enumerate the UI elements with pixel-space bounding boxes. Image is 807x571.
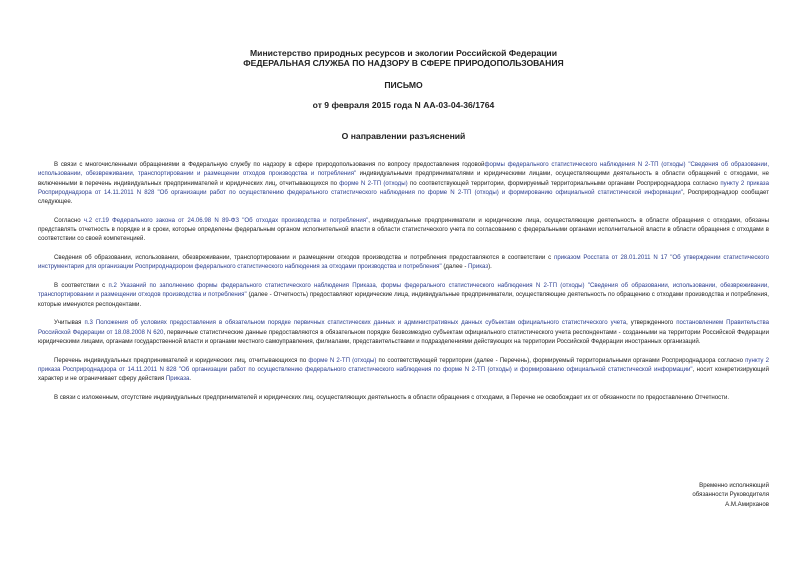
ministry-name: Министерство природных ресурсов и экологии Российской Федерации (250, 48, 557, 58)
paragraph-text: В соответствии с (54, 282, 109, 290)
document-link[interactable]: пункту 2 приказа Росприроднадзора от 14.11.2011 N 828 "Об организации работ по осуществлению федерального статистического наблюдения по форме N 2-ТП (отходы) и формированию официальной статистической информации" (38, 179, 769, 196)
paragraph-text: В связи с изложенным, отсутствие индивидуальных предпринимателей и юридических лиц, осуществляющих деятельность в области обращения с отходами, в Перечне не освобождает их от обязанности по предоставлению Отчетности. (54, 393, 730, 401)
service-name: ФЕДЕРАЛЬНАЯ СЛУЖБА ПО НАДЗОРУ В СФЕРЕ ПРИРОДОПОЛЬЗОВАНИЯ (243, 58, 564, 68)
document-link[interactable]: формы федерального статистического наблюдения N 2-ТП (отходы) "Сведения об образовании, использовании, обезвреживании, транспортировании и размещении отходов производства и потребления" (38, 161, 770, 178)
document-header (0, 48, 807, 68)
paragraph-text: В связи с многочисленными обращениями в Федеральную службу по надзору в сфере природопользования по вопросу предоставления годовой (54, 161, 485, 168)
letter-subject: О направлении разъяснений (341, 131, 466, 141)
paragraph-text: , индивидуальные предприниматели и юридические лица, осуществляющие деятельность в области обращения с отходами, обязаны представлять отчетность в порядке и в сроки, которые определены федеральным органом исполнительной власти в области статистического учета по согласованию с федеральными органами исполнительной власти в области обращения с отходами в соответствии со своей компетенцией. (38, 216, 769, 243)
document-link[interactable]: ч.2 ст.19 Федерального закона от 24.06.98 N 89-ФЗ "Об отходах производства и потребления" (83, 216, 369, 224)
paragraph-text: , носит конкретизирующий характер и не ограничивает сферу действия (38, 366, 769, 383)
document-link[interactable]: постановлением Правительства Российской Федерации от 18.08.2008 N 620 (38, 319, 769, 336)
document-link[interactable]: Приказа (165, 375, 190, 383)
paragraph-text: (далее - (441, 263, 469, 271)
paragraph-text: по соответствующей территории (далее - Перечень), формируемый территориальными органами Росприроднадзора согласно (376, 356, 746, 364)
document-link[interactable]: форме N 2-ТП (отходы) (308, 356, 377, 364)
paragraph-text: по соответствующей территории, формируемый территориальными органами Росприроднадзора согласно (407, 179, 721, 187)
letter-body (38, 160, 769, 412)
paragraph (38, 318, 769, 346)
paragraph (38, 253, 769, 272)
paragraph (38, 393, 769, 402)
document-link[interactable]: п.2 Указаний по заполнению формы федерального статистического наблюдения Приказа, формы федерального статистического наблюдения N 2-ТП (отходы) "Сведения об образовании, использовании, обезвреживании, транспортировании и размещении отходов производства и потребления" (38, 282, 769, 299)
paragraph-text: Учитывая (54, 319, 85, 327)
signature-position-line1: Временно исполняющий (699, 482, 769, 489)
paragraph (38, 160, 769, 206)
paragraph-text: индивидуальными предпринимателями и юридическими лицами, осуществляющими деятельность в области обращений с отходами, не включенными в перечень индивидуальных предпринимателей и юридических лиц, отчитывающихся по (38, 170, 769, 187)
paragraph (38, 356, 769, 384)
signature-name: А.М.Амирханов (725, 500, 769, 508)
paragraph (38, 216, 769, 244)
paragraph-text: , Росприроднадзор сообщает следующее. (38, 188, 769, 206)
document-link[interactable]: Приказ (468, 263, 489, 271)
paragraph-text: , утвержденного (626, 319, 677, 327)
paragraph-text: . (189, 375, 192, 383)
paragraph (38, 281, 769, 309)
paragraph-text: Перечень индивидуальных предпринимателей и юридических лиц, отчитывающихся по (54, 356, 309, 364)
paragraph-text: Согласно (54, 216, 84, 224)
document-link[interactable]: п.3 Положения об условиях предоставления в обязательном порядке первичных статистических данных и административных данных субъектам официального статистического учета (84, 319, 627, 327)
letter-date-number: от 9 февраля 2015 года N АА-03-04-36/1764 (312, 100, 495, 110)
signature-position-line2: обязанности Руководителя (692, 491, 769, 499)
document-link[interactable]: форме N 2-ТП (отходы) (339, 179, 408, 187)
paragraph-text: , первичные статистические данные предоставляются в обязательном порядке безвозмездно субъектам официального статистического учета респондентами - созданными на территории Российской Федерации юридическими лицами, органами государственной власти и органами местного самоуправления, филиалами, представительствами и подразделениями действующих на территории Российской Федерации иностранных организаций. (38, 328, 769, 346)
letter-type: ПИСЬМО (384, 80, 423, 90)
signature-block (692, 481, 769, 509)
document-link[interactable]: пункту 2 приказа Росприроднадзора от 14.11.2011 N 828 "Об организации работ по осуществлению федерального статистического наблюдения по форме N 2-ТП (отходы) и формированию официальной статистической информации" (38, 356, 770, 373)
paragraph-text: (далее - Отчетность) предоставляют юридические лица, индивидуальные предприниматели, осуществляющие деятельность по обращению с отходами производства и потребления, которые именуются респондентами. (38, 291, 769, 308)
paragraph-text: Сведения об образовании, использовании, обезвреживании, транспортировании и размещении отходов производства и потребления предоставляются в соответствии с (54, 254, 555, 262)
document-link[interactable]: приказом Росстата от 28.01.2011 N 17 "Об утверждении статистического инструментария для организации Росприроднадзором федерального статистического наблюдения за отходами производства и потребления" (38, 254, 769, 271)
paragraph-text: ). (488, 263, 492, 271)
